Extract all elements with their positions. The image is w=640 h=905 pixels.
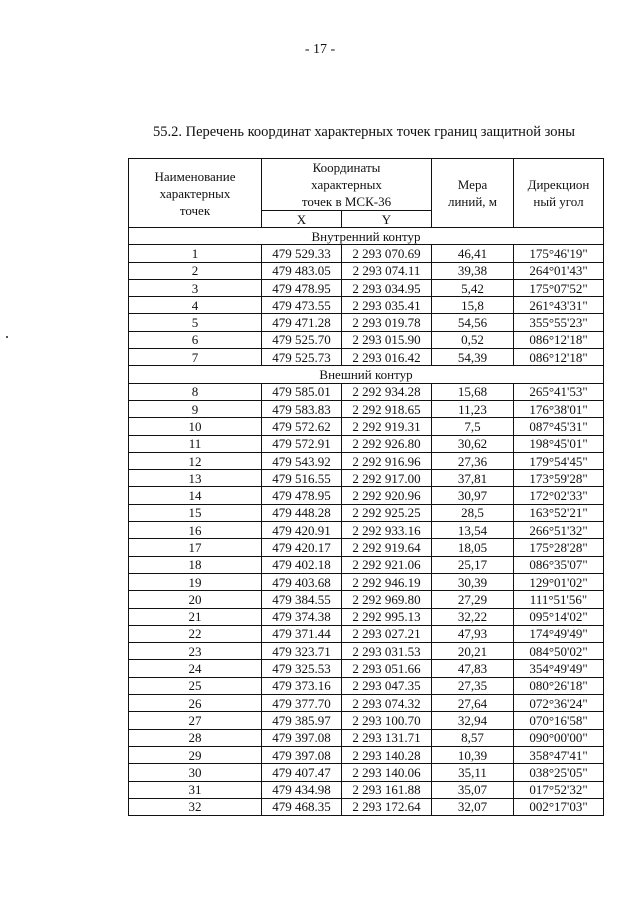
coordinates-table: [128, 158, 604, 816]
direction-angle: 175°07'52": [514, 279, 604, 296]
point-number: 17: [129, 539, 262, 556]
y-coordinate: 2 293 140.28: [342, 746, 432, 763]
direction-angle: 086°12'18": [514, 349, 604, 366]
x-coordinate: 479 384.55: [262, 591, 342, 608]
y-coordinate: 2 292 918.65: [342, 400, 432, 417]
point-number: 3: [129, 279, 262, 296]
line-length: 20,21: [432, 643, 514, 660]
point-number: 1: [129, 245, 262, 262]
line-length: 27,35: [432, 677, 514, 694]
line-length: 8,57: [432, 729, 514, 746]
point-number: 30: [129, 764, 262, 781]
table-row: [129, 349, 604, 366]
x-coordinate: 479 397.08: [262, 746, 342, 763]
point-number: 4: [129, 297, 262, 314]
x-coordinate: 479 529.33: [262, 245, 342, 262]
y-coordinate: 2 292 925.25: [342, 504, 432, 521]
table-body: [129, 228, 604, 816]
y-coordinate: 2 292 921.06: [342, 556, 432, 573]
y-coordinate: 2 293 016.42: [342, 349, 432, 366]
line-length: 15,68: [432, 383, 514, 400]
direction-angle: 111°51'56": [514, 591, 604, 608]
x-coordinate: 479 403.68: [262, 573, 342, 590]
table-row: [129, 279, 604, 296]
point-number: 12: [129, 452, 262, 469]
table-row: [129, 695, 604, 712]
x-coordinate: 479 478.95: [262, 487, 342, 504]
y-coordinate: 2 292 926.80: [342, 435, 432, 452]
margin-mark: [6, 336, 8, 338]
x-coordinate: 479 585.01: [262, 383, 342, 400]
point-number: 11: [129, 435, 262, 452]
line-length: 32,94: [432, 712, 514, 729]
point-number: 22: [129, 625, 262, 642]
x-coordinate: 479 471.28: [262, 314, 342, 331]
point-number: 15: [129, 504, 262, 521]
direction-angle: 266°51'32": [514, 522, 604, 539]
direction-angle: 163°52'21": [514, 504, 604, 521]
y-coordinate: 2 293 100.70: [342, 712, 432, 729]
table-row: [129, 712, 604, 729]
line-length: 10,39: [432, 746, 514, 763]
point-number: 10: [129, 418, 262, 435]
point-number: 7: [129, 349, 262, 366]
y-coordinate: 2 292 946.19: [342, 573, 432, 590]
table-row: [129, 383, 604, 400]
point-number: 25: [129, 677, 262, 694]
line-length: 39,38: [432, 262, 514, 279]
x-coordinate: 479 407.47: [262, 764, 342, 781]
direction-angle: 358°47'41": [514, 746, 604, 763]
line-length: 0,52: [432, 331, 514, 348]
point-number: 13: [129, 470, 262, 487]
point-number: 14: [129, 487, 262, 504]
page-number: - 17 -: [304, 42, 336, 57]
line-length: 11,23: [432, 400, 514, 417]
section-header-row: [129, 366, 604, 383]
table-row: [129, 729, 604, 746]
line-length: 54,39: [432, 349, 514, 366]
table-row: [129, 660, 604, 677]
x-coordinate: 479 420.91: [262, 522, 342, 539]
line-length: 54,56: [432, 314, 514, 331]
direction-angle: 129°01'02": [514, 573, 604, 590]
x-coordinate: 479 397.08: [262, 729, 342, 746]
header-coordinates: Координаты характерных точек в МСК-36: [262, 159, 432, 211]
line-length: 27,29: [432, 591, 514, 608]
table-row: [129, 677, 604, 694]
table-row: [129, 452, 604, 469]
table-row: [129, 504, 604, 521]
x-coordinate: 479 525.70: [262, 331, 342, 348]
line-length: 32,07: [432, 798, 514, 815]
point-number: 31: [129, 781, 262, 798]
table-row: [129, 245, 604, 262]
direction-angle: 179°54'45": [514, 452, 604, 469]
direction-angle: 264°01'43": [514, 262, 604, 279]
table-row: [129, 556, 604, 573]
header-x: X: [262, 211, 342, 228]
point-number: 29: [129, 746, 262, 763]
x-coordinate: 479 371.44: [262, 625, 342, 642]
table-row: [129, 487, 604, 504]
table-row: [129, 314, 604, 331]
point-number: 16: [129, 522, 262, 539]
table-row: [129, 331, 604, 348]
point-number: 28: [129, 729, 262, 746]
header-line-length: Мера линий, м: [432, 159, 514, 228]
direction-angle: 084°50'02": [514, 643, 604, 660]
table-row: [129, 435, 604, 452]
direction-angle: 172°02'33": [514, 487, 604, 504]
x-coordinate: 479 325.53: [262, 660, 342, 677]
line-length: 32,22: [432, 608, 514, 625]
direction-angle: 354°49'49": [514, 660, 604, 677]
y-coordinate: 2 293 131.71: [342, 729, 432, 746]
y-coordinate: 2 292 919.64: [342, 539, 432, 556]
x-coordinate: 479 323.71: [262, 643, 342, 660]
line-length: 35,11: [432, 764, 514, 781]
section-heading: 55.2. Перечень координат характерных точек границ защитной зоны: [153, 124, 575, 140]
line-length: 30,39: [432, 573, 514, 590]
header-direction-angle: Дирекцион ный угол: [514, 159, 604, 228]
table-row: [129, 539, 604, 556]
line-length: 27,64: [432, 695, 514, 712]
table-row: [129, 798, 604, 815]
direction-angle: 087°45'31": [514, 418, 604, 435]
line-length: 27,36: [432, 452, 514, 469]
y-coordinate: 2 293 027.21: [342, 625, 432, 642]
direction-angle: 090°00'00": [514, 729, 604, 746]
line-length: 13,54: [432, 522, 514, 539]
point-number: 20: [129, 591, 262, 608]
line-length: 25,17: [432, 556, 514, 573]
y-coordinate: 2 293 070.69: [342, 245, 432, 262]
x-coordinate: 479 572.62: [262, 418, 342, 435]
point-number: 19: [129, 573, 262, 590]
direction-angle: 070°16'58": [514, 712, 604, 729]
x-coordinate: 479 374.38: [262, 608, 342, 625]
y-coordinate: 2 293 140.06: [342, 764, 432, 781]
table-row: [129, 746, 604, 763]
y-coordinate: 2 293 035.41: [342, 297, 432, 314]
table-row: [129, 262, 604, 279]
point-number: 18: [129, 556, 262, 573]
x-coordinate: 479 516.55: [262, 470, 342, 487]
y-coordinate: 2 292 919.31: [342, 418, 432, 435]
line-length: 30,97: [432, 487, 514, 504]
point-number: 5: [129, 314, 262, 331]
direction-angle: 174°49'49": [514, 625, 604, 642]
direction-angle: 095°14'02": [514, 608, 604, 625]
direction-angle: 038°25'05": [514, 764, 604, 781]
x-coordinate: 479 385.97: [262, 712, 342, 729]
direction-angle: 355°55'23": [514, 314, 604, 331]
section-header-row: [129, 228, 604, 245]
table-row: [129, 781, 604, 798]
x-coordinate: 479 572.91: [262, 435, 342, 452]
x-coordinate: 479 468.35: [262, 798, 342, 815]
line-length: 28,5: [432, 504, 514, 521]
line-length: 15,8: [432, 297, 514, 314]
direction-angle: 265°41'53": [514, 383, 604, 400]
direction-angle: 080°26'18": [514, 677, 604, 694]
y-coordinate: 2 293 034.95: [342, 279, 432, 296]
x-coordinate: 479 583.83: [262, 400, 342, 417]
point-number: 26: [129, 695, 262, 712]
direction-angle: 261°43'31": [514, 297, 604, 314]
y-coordinate: 2 292 916.96: [342, 452, 432, 469]
direction-angle: 086°12'18": [514, 331, 604, 348]
line-length: 7,5: [432, 418, 514, 435]
direction-angle: 175°46'19": [514, 245, 604, 262]
x-coordinate: 479 420.17: [262, 539, 342, 556]
section-title: Внешний контур: [129, 366, 604, 383]
table-row: [129, 591, 604, 608]
point-number: 27: [129, 712, 262, 729]
y-coordinate: 2 293 031.53: [342, 643, 432, 660]
direction-angle: 017°52'32": [514, 781, 604, 798]
direction-angle: 198°45'01": [514, 435, 604, 452]
line-length: 47,83: [432, 660, 514, 677]
y-coordinate: 2 293 074.11: [342, 262, 432, 279]
table-row: [129, 764, 604, 781]
point-number: 21: [129, 608, 262, 625]
y-coordinate: 2 292 920.96: [342, 487, 432, 504]
y-coordinate: 2 292 934.28: [342, 383, 432, 400]
header-point-name: Наименование характерных точек: [129, 159, 262, 228]
header-y: Y: [342, 211, 432, 228]
y-coordinate: 2 293 047.35: [342, 677, 432, 694]
line-length: 30,62: [432, 435, 514, 452]
table-row: [129, 608, 604, 625]
line-length: 47,93: [432, 625, 514, 642]
section-title: Внутренний контур: [129, 228, 604, 245]
table-row: [129, 400, 604, 417]
point-number: 23: [129, 643, 262, 660]
point-number: 2: [129, 262, 262, 279]
table-row: [129, 522, 604, 539]
y-coordinate: 2 292 995.13: [342, 608, 432, 625]
point-number: 8: [129, 383, 262, 400]
table-row: [129, 418, 604, 435]
x-coordinate: 479 373.16: [262, 677, 342, 694]
point-number: 9: [129, 400, 262, 417]
point-number: 24: [129, 660, 262, 677]
line-length: 18,05: [432, 539, 514, 556]
table-row: [129, 625, 604, 642]
y-coordinate: 2 293 019.78: [342, 314, 432, 331]
y-coordinate: 2 293 051.66: [342, 660, 432, 677]
x-coordinate: 479 473.55: [262, 297, 342, 314]
y-coordinate: 2 292 917.00: [342, 470, 432, 487]
line-length: 37,81: [432, 470, 514, 487]
line-length: 35,07: [432, 781, 514, 798]
table-row: [129, 470, 604, 487]
x-coordinate: 479 448.28: [262, 504, 342, 521]
x-coordinate: 479 525.73: [262, 349, 342, 366]
y-coordinate: 2 293 172.64: [342, 798, 432, 815]
x-coordinate: 479 402.18: [262, 556, 342, 573]
table-row: [129, 573, 604, 590]
direction-angle: 086°35'07": [514, 556, 604, 573]
y-coordinate: 2 293 074.32: [342, 695, 432, 712]
x-coordinate: 479 543.92: [262, 452, 342, 469]
y-coordinate: 2 293 161.88: [342, 781, 432, 798]
y-coordinate: 2 292 933.16: [342, 522, 432, 539]
x-coordinate: 479 478.95: [262, 279, 342, 296]
y-coordinate: 2 293 015.90: [342, 331, 432, 348]
x-coordinate: 479 483.05: [262, 262, 342, 279]
direction-angle: 175°28'28": [514, 539, 604, 556]
x-coordinate: 479 377.70: [262, 695, 342, 712]
point-number: 32: [129, 798, 262, 815]
table-row: [129, 643, 604, 660]
table-row: [129, 297, 604, 314]
point-number: 6: [129, 331, 262, 348]
line-length: 5,42: [432, 279, 514, 296]
x-coordinate: 479 434.98: [262, 781, 342, 798]
direction-angle: 176°38'01": [514, 400, 604, 417]
y-coordinate: 2 292 969.80: [342, 591, 432, 608]
line-length: 46,41: [432, 245, 514, 262]
direction-angle: 072°36'24": [514, 695, 604, 712]
direction-angle: 002°17'03": [514, 798, 604, 815]
direction-angle: 173°59'28": [514, 470, 604, 487]
